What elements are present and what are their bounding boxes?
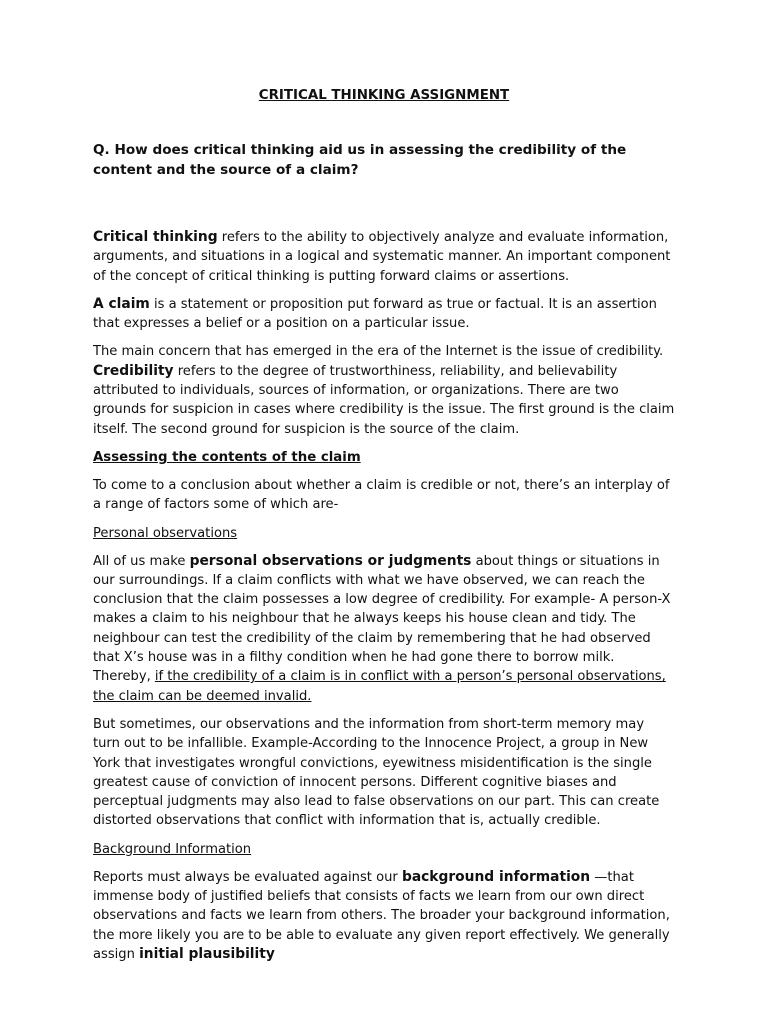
paragraph-background-information [93,868,675,964]
term-claim: A claim [93,295,150,312]
term-personal-observations: personal observations or judgments [189,552,472,569]
paragraph-critical-thinking [93,228,675,286]
paragraph-text: about things or situations in our surroundings. If a claim conflicts with what we have observed, we can reach the conclusion that the claim possesses a low degree of credibility. For example- A person-X makes a claim to his neighbour that he always keeps his house clean and tidy. The neighbour can test the credibility of the claim by remembering that he had observed that X’s house was in a filthy condition when he had gone there to borrow milk. Thereby, [93,553,671,685]
paragraph-text: refers to the ability to objectively analyze and evaluate information, arguments, and situations in a logical and systematic manner. An important component of the concept of critical thinking is putting forward claims or assertions. [93,230,671,284]
paragraph-interplay: To come to a conclusion about whether a claim is credible or not, there’s an interplay of a range of factors some of which are- [93,477,670,513]
paragraph-text: —that immense body of justified beliefs that consists of facts we learn from our own direct observations and facts we learn from others. The broader your background information, the more likely you are to be able to evaluate any given report effectively. We generally assign [93,869,670,962]
paragraph-pre: All of us make [93,553,190,569]
term-critical-thinking: Critical thinking [93,229,218,245]
term-credibility: Credibility [93,362,174,379]
paragraph-text: is a statement or proposition put forward as true or factual. It is an assertion that expresses a belief or a position on a particular issue. [93,296,657,332]
paragraph-claim [93,295,675,334]
subheading-background-information: Background Information [93,841,252,857]
term-background-information: background information [401,868,591,885]
assignment-question: Q. How does critical thinking aid us in assessing the credibility of the content and the source of a claim? [93,142,627,178]
paragraph-pre: Reports must always be evaluated against our [93,869,402,885]
paragraph-fallible-observations: But sometimes, our observations and the information from short-term memory may turn out to be infallible. Example-According to the Innocence Project, a group in New York that investigates wrongful convictions, eyewitness misidentification is the single greatest cause of conviction of innocent persons. Different cognitive biases and perceptual judgments may also lead to false observations on our part. This can create distorted observations that conflict with information that is, actually credible. [93,716,660,829]
document-title: CRITICAL THINKING ASSIGNMENT [258,88,510,103]
paragraph-personal-observations [93,552,675,706]
underlined-conclusion: if the credibility of a claim is in conflict with a person’s personal observations, the claim can be deemed invalid. [93,669,666,704]
term-initial-plausibility: initial plausibility [139,945,275,962]
paragraph-intro: The main concern that has emerged in the era of the Internet is the issue of credibility. [93,344,664,360]
section-heading-assessing-contents: Assessing the contents of the claim [93,449,361,465]
subheading-personal-observations: Personal observations [93,525,238,541]
paragraph-credibility [93,342,675,438]
paragraph-text: refers to the degree of trustworthiness, reliability, and believability attributed to individuals, sources of information, or organizations. There are two grounds for suspicion in cases where credibility is the issue. The first ground is the claim itself. The second ground for suspicion is the source of the claim. [93,363,675,437]
